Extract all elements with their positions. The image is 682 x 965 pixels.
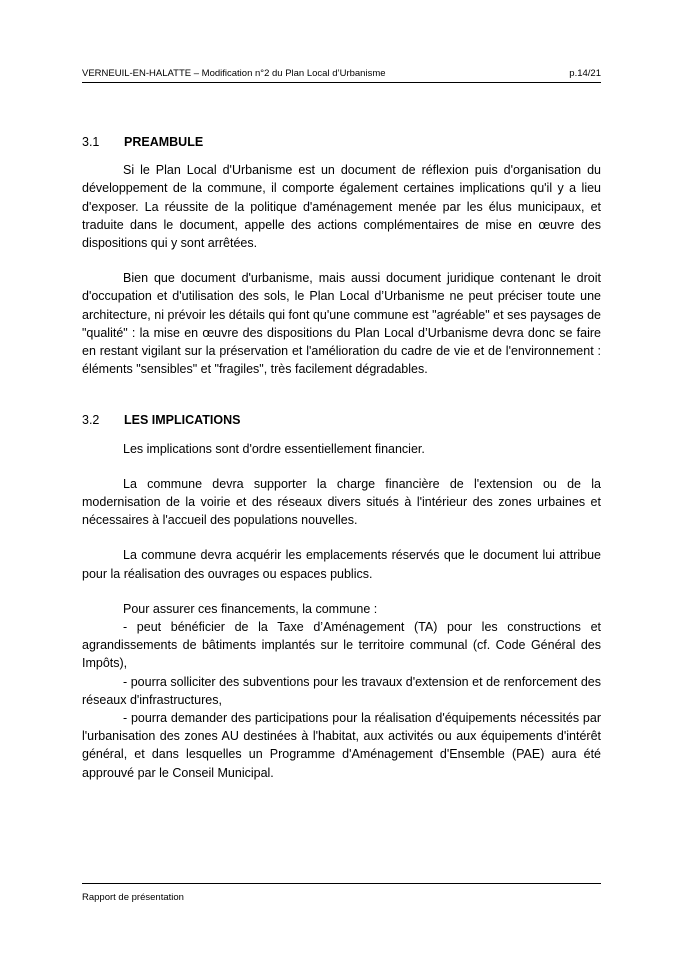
page-content xyxy=(82,133,601,782)
list-item: - peut bénéficier de la Taxe d’Aménagement (TA) pour les constructions et agrandissements de bâtiments implantés sur le territoire communal (cf. Code Général des Impôts), xyxy=(82,620,601,671)
section-number: 3.2 xyxy=(82,413,100,428)
section-number: 3.1 xyxy=(82,135,100,149)
section-title: PREAMBULE xyxy=(124,135,204,149)
footer-text: Rapport de présentation xyxy=(82,892,184,903)
list-item: - pourra solliciter des subventions pour les travaux d'extension et de renforcement des réseaux d'infrastructures, xyxy=(82,674,601,707)
paragraph: Si le Plan Local d'Urbanisme est un document de réflexion puis d'organisation du développement de la commune, il comporte également certaines implications qu'il y a lieu d'exposer. La réussite de la politique d'aménagement menée par les élus municipaux, et traduite dans le document, appelle des actions complémentaires de mise en œuvre des dispositions qui y sont arrêtées. xyxy=(82,163,601,251)
paragraph: Les implications sont d'ordre essentiellement financier. xyxy=(123,441,425,456)
list-item: - pourra demander des participations pour la réalisation d'équipements nécessités par l'urbanisation des zones AU destinées à l'habitat, aux activités ou aux équipements d'intérêt général, et dans lesquelles un Programme d'Aménagement d'Ensemble (PAE) aura été approuvé par le Conseil Municipal. xyxy=(82,711,601,780)
section-title: LES IMPLICATIONS xyxy=(124,413,241,428)
page-footer xyxy=(82,883,601,903)
paragraph: La commune devra acquérir les emplacements réservés que le document lui attribue pour la réalisation des ouvrages ou espaces publics. xyxy=(82,548,601,581)
paragraph: Bien que document d'urbanisme, mais aussi document juridique contenant le droit d'occupation et d'utilisation des sols, le Plan Local d’Urbanisme ne peut préciser toute une architecture, ni prévoir les détails qui font qu'une commune est "agréable" et ses paysages de "qualité" : la mise en œuvre des dispositions du Plan Local d’Urbanisme devra donc se faire en restant vigilant sur la préservation et l'amélioration du cadre de vie et de l'environnement : éléments "sensibles" et "fragiles", très facilement dégradables. xyxy=(82,271,601,377)
page-number: p.14/21 xyxy=(569,68,601,79)
paragraph: La commune devra supporter la charge financière de l'extension ou de la modernisation de la voirie et des réseaux divers situés à l'intérieur des zones urbaines et nécessaires à l'accueil des populations nouvelles. xyxy=(82,476,601,528)
section-heading-3-1 xyxy=(82,133,601,151)
page-header xyxy=(82,68,601,83)
section-heading-3-2 xyxy=(82,411,601,429)
list-intro: Pour assurer ces financements, la commune : xyxy=(123,601,378,616)
document-title: VERNEUIL-EN-HALATTE – Modification n°2 du Plan Local d’Urbanisme xyxy=(82,68,386,79)
